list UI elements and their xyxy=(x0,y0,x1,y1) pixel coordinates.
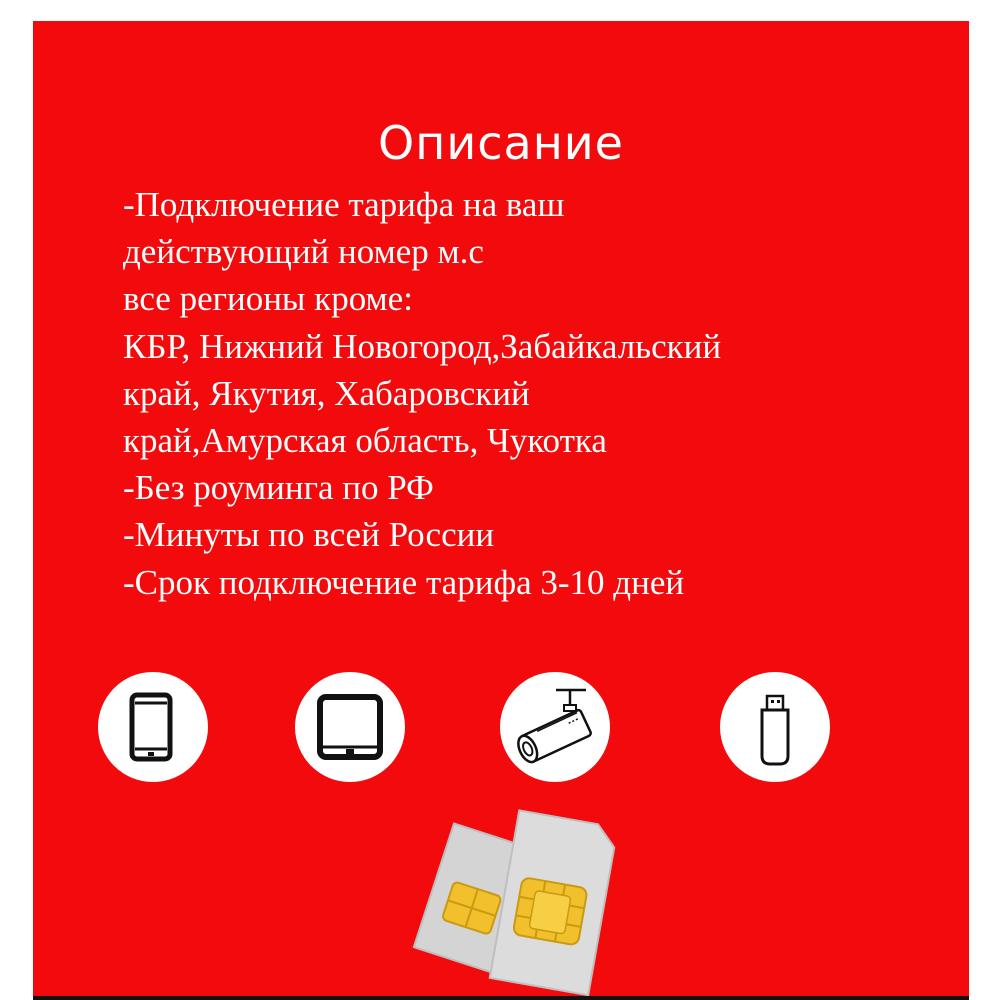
description-list xyxy=(123,181,721,606)
description-line: -Минуты по всей России xyxy=(123,515,495,555)
description-line: край, Якутия, Хабаровский xyxy=(123,373,530,413)
description-line: край,Амурская область, Чукотка xyxy=(123,421,607,461)
description-line: КБР, Нижний Новогород,Забайкальский xyxy=(123,326,722,366)
bottom-divider xyxy=(33,996,969,1000)
smartphone-icon xyxy=(98,672,208,782)
description-line: -Подключение тарифа на ваш xyxy=(123,185,565,224)
usb-modem-icon xyxy=(720,672,830,782)
page-title: Описание xyxy=(378,116,624,170)
description-line: -Срок подключение тарифа 3-10 дней xyxy=(123,562,685,602)
security-camera-icon xyxy=(500,672,610,782)
description-card xyxy=(33,21,969,997)
description-line: действующий номер м.с xyxy=(123,232,484,272)
description-line: все регионы кроме: xyxy=(123,279,413,319)
tablet-icon-badge xyxy=(295,672,405,782)
sim-cards-icon xyxy=(393,796,633,996)
description-line: -Без роуминга по РФ xyxy=(123,468,434,508)
usb-modem-icon-badge xyxy=(720,672,830,782)
smartphone-icon-badge xyxy=(98,672,208,782)
tablet-icon xyxy=(295,672,405,782)
security-camera-icon-badge xyxy=(500,672,610,782)
